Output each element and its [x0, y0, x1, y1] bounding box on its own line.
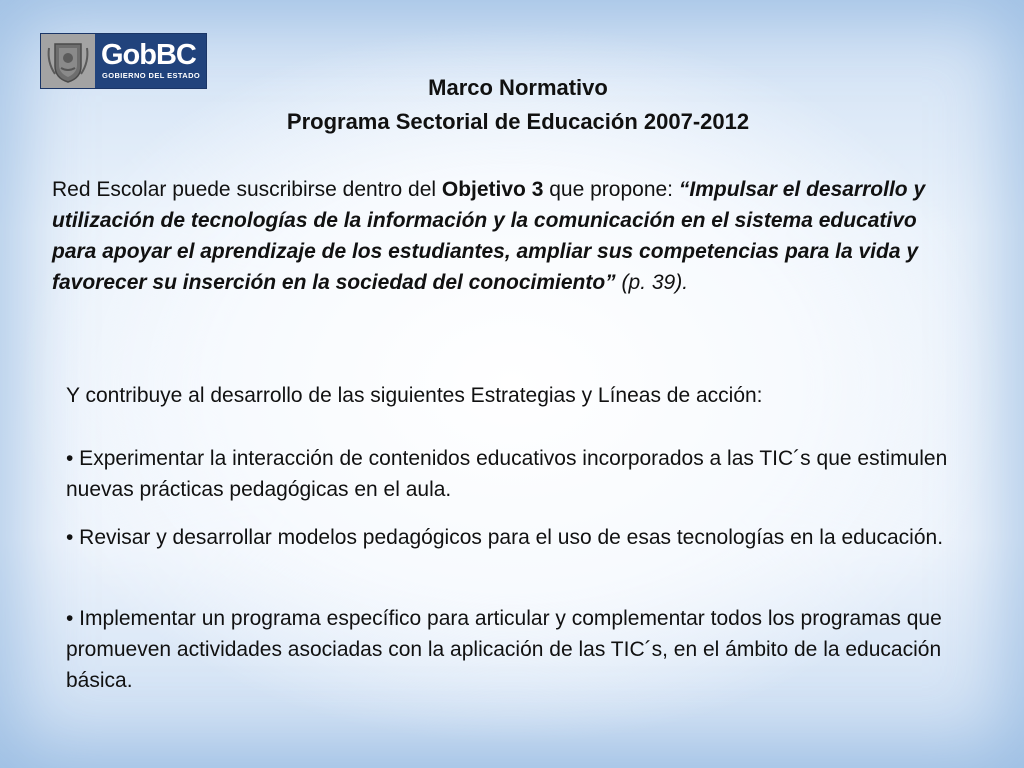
intro-paragraph: [52, 174, 952, 298]
citation: (p. 39).: [615, 271, 689, 294]
intro-middle: que propone:: [543, 178, 679, 201]
bullet-item: • Implementar un programa específico para articular y complementar todos los programas que promueven actividades asociadas con la aplicación de las TIC´s, en el ámbito de la educación básica.: [66, 607, 942, 692]
intro-prefix: Red Escolar puede suscribirse dentro del: [52, 178, 442, 201]
page-title: Marco Normativo: [428, 75, 608, 100]
logo-brand: GobBC: [101, 39, 196, 71]
page-subtitle: Programa Sectorial de Educación 2007-2012: [286, 109, 750, 134]
bullet-item: • Experimentar la interacción de contenidos educativos incorporados a las TIC´s que estimulen nuevas prácticas pedagógicas en el aula.: [66, 447, 948, 501]
logo-subtitle: GOBIERNO DEL ESTADO: [102, 71, 201, 80]
strategies-intro: Y contribuye al desarrollo de las siguientes Estrategias y Líneas de acción:: [66, 384, 763, 407]
objective-quote: “Impulsar el desarrollo y utilización de tecnologías de la información y la comunicación en el sistema educativo para apoyar el aprendizaje de los estudiantes, ampliar sus competencias para la vida y favorecer su inserción en la sociedad del conocimiento”: [52, 178, 926, 294]
objective-label: Objetivo 3: [441, 178, 544, 201]
bullet-item: • Revisar y desarrollar modelos pedagógicos para el uso de esas tecnologías en la educación.: [66, 526, 944, 549]
